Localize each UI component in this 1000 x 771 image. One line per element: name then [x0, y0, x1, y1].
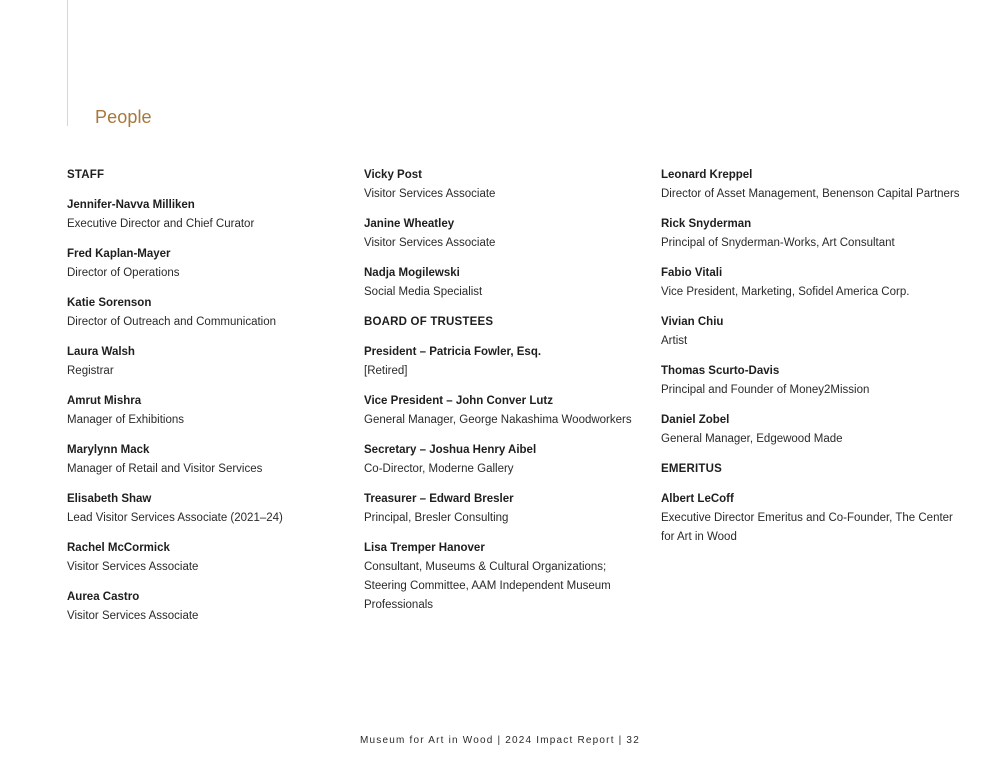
person-role: Visitor Services Associate	[364, 188, 496, 200]
person-name: Laura Walsh	[67, 346, 135, 358]
person-entry	[364, 215, 649, 253]
person-name: Fred Kaplan-Mayer	[67, 248, 171, 260]
person-entry	[364, 441, 649, 479]
person-role: Executive Director and Chief Curator	[67, 218, 255, 230]
person-role: Principal, Bresler Consulting	[364, 512, 509, 524]
person-name: Katie Sorenson	[67, 297, 152, 309]
section-heading	[67, 166, 352, 185]
person-role: Lead Visitor Services Associate (2021–24)	[67, 512, 283, 524]
person-role: Executive Director Emeritus and Co-Founder, The Center for Art in Wood	[661, 512, 953, 543]
person-name: Aurea Castro	[67, 591, 140, 603]
person-entry	[67, 245, 352, 283]
person-role: Co-Director, Moderne Gallery	[364, 463, 514, 475]
person-name: Fabio Vitali	[661, 267, 723, 279]
page-title: People	[95, 107, 152, 127]
person-name: Secretary – Joshua Henry Aibel	[364, 444, 537, 456]
person-role: Visitor Services Associate	[67, 561, 199, 573]
section-heading-text: BOARD OF TRUSTEES	[364, 316, 494, 328]
person-entry	[67, 294, 352, 332]
person-name: Amrut Mishra	[67, 395, 142, 407]
person-entry	[661, 313, 961, 351]
page-footer: Museum for Art in Wood | 2024 Impact Report | 32	[360, 735, 640, 746]
person-entry	[67, 490, 352, 528]
person-entry	[67, 343, 352, 381]
person-entry	[364, 490, 649, 528]
column-3	[661, 166, 961, 558]
person-role: Director of Asset Management, Benenson Capital Partners	[661, 188, 960, 200]
person-name: Treasurer – Edward Bresler	[364, 493, 514, 505]
person-entry	[661, 362, 961, 400]
person-name: Daniel Zobel	[661, 414, 730, 426]
person-entry	[364, 343, 649, 381]
person-role: Manager of Exhibitions	[67, 414, 184, 426]
column-2	[364, 166, 649, 626]
person-name: Marylynn Mack	[67, 444, 150, 456]
person-role: General Manager, George Nakashima Woodworkers	[364, 414, 632, 426]
person-entry	[661, 411, 961, 449]
person-entry	[67, 392, 352, 430]
person-role: Registrar	[67, 365, 114, 377]
person-entry	[661, 490, 961, 547]
person-entry	[661, 166, 961, 204]
person-name: Nadja Mogilewski	[364, 267, 460, 279]
person-entry	[67, 588, 352, 626]
person-name: Elisabeth Shaw	[67, 493, 152, 505]
person-entry	[364, 539, 649, 615]
left-divider-rule	[67, 0, 68, 126]
person-name: Albert LeCoff	[661, 493, 734, 505]
person-name: Thomas Scurto-Davis	[661, 365, 780, 377]
person-role: Manager of Retail and Visitor Services	[67, 463, 263, 475]
person-entry	[661, 264, 961, 302]
person-role: Artist	[661, 335, 688, 347]
person-name: Lisa Tremper Hanover	[364, 542, 485, 554]
person-role: Visitor Services Associate	[67, 610, 199, 622]
person-name: Janine Wheatley	[364, 218, 455, 230]
person-entry	[364, 264, 649, 302]
person-name: Jennifer-Navva Milliken	[67, 199, 195, 211]
section-heading-text: STAFF	[67, 169, 105, 181]
person-role: Vice President, Marketing, Sofidel America Corp.	[661, 286, 910, 298]
person-role: Director of Outreach and Communication	[67, 316, 277, 328]
person-name: Rachel McCormick	[67, 542, 170, 554]
person-role: Director of Operations	[67, 267, 180, 279]
person-name: Vivian Chiu	[661, 316, 724, 328]
person-name: Rick Snyderman	[661, 218, 752, 230]
person-name: Vice President – John Conver Lutz	[364, 395, 553, 407]
person-name: Leonard Kreppel	[661, 169, 753, 181]
person-entry	[364, 166, 649, 204]
person-role: Social Media Specialist	[364, 286, 483, 298]
person-role: Principal and Founder of Money2Mission	[661, 384, 870, 396]
person-name: Vicky Post	[364, 169, 422, 181]
person-entry	[364, 392, 649, 430]
section-heading	[661, 460, 961, 479]
section-heading-text: EMERITUS	[661, 463, 723, 475]
person-entry	[67, 196, 352, 234]
person-role: [Retired]	[364, 365, 408, 377]
person-role: Visitor Services Associate	[364, 237, 496, 249]
person-entry	[67, 539, 352, 577]
column-1	[67, 166, 352, 637]
person-entry	[67, 441, 352, 479]
person-name: President – Patricia Fowler, Esq.	[364, 346, 542, 358]
person-role: Principal of Snyderman-Works, Art Consultant	[661, 237, 895, 249]
section-heading	[364, 313, 649, 332]
person-role: Consultant, Museums & Cultural Organizations; Steering Committee, AAM Independent Museum Professionals	[364, 561, 611, 611]
person-entry	[661, 215, 961, 253]
person-role: General Manager, Edgewood Made	[661, 433, 843, 445]
